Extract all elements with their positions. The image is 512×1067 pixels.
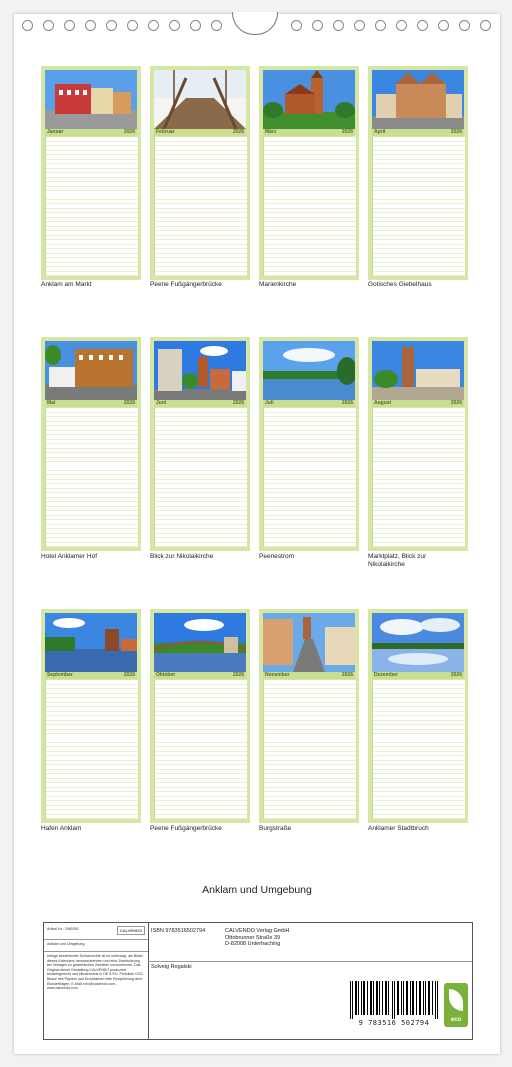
month-name: August <box>374 400 392 406</box>
binding-hole <box>211 20 222 31</box>
hanger-cutout <box>232 12 278 35</box>
barcode <box>346 981 442 1027</box>
binding-hole <box>43 20 54 31</box>
month-year: 2026 <box>232 672 244 678</box>
binding-hole <box>354 20 365 31</box>
article-column <box>44 923 149 1039</box>
month-name: September <box>47 672 73 678</box>
month-name: April <box>374 129 386 135</box>
leaf-icon <box>449 989 463 1011</box>
month-name: Mai <box>47 400 56 406</box>
month-year: 2026 <box>123 400 135 406</box>
isbn: ISBN 9783516502794 <box>151 928 206 934</box>
month-panel-august <box>368 337 468 551</box>
binding-hole <box>22 20 33 31</box>
day-grid <box>263 408 356 547</box>
month-panel-december <box>368 609 468 823</box>
month-year: 2026 <box>232 400 244 406</box>
photo-april <box>372 70 464 129</box>
month-caption: Gotisches Giebelhaus <box>368 281 432 288</box>
month-year: 2026 <box>123 129 135 135</box>
day-grid <box>263 680 356 819</box>
month-header <box>372 672 464 679</box>
calendar-sheet <box>14 14 500 1054</box>
month-caption: Peenestrom <box>259 553 295 560</box>
month-caption: Marktplatz, Blick zur Nikolaikirche <box>368 553 427 568</box>
month-header <box>154 129 246 136</box>
day-grid <box>154 408 247 547</box>
month-year: 2026 <box>341 400 353 406</box>
month-caption: Peene Fußgängerbrücke <box>150 825 222 832</box>
month-header <box>154 672 246 679</box>
day-grid <box>45 680 138 819</box>
month-caption: Hotel Anklamer Hof <box>41 553 97 560</box>
month-header <box>45 129 137 136</box>
binding-hole <box>291 20 302 31</box>
photo-june <box>154 341 246 400</box>
photo-may <box>45 341 137 400</box>
month-panel-november <box>259 609 359 823</box>
photo-july <box>263 341 355 400</box>
eco-label: eco <box>450 1017 462 1023</box>
photo-february <box>154 70 246 129</box>
binding-hole <box>459 20 470 31</box>
day-grid <box>45 408 138 547</box>
month-panel-june <box>150 337 250 551</box>
month-name: November <box>265 672 290 678</box>
month-year: 2026 <box>450 129 462 135</box>
day-grid <box>372 408 465 547</box>
month-name: Juni <box>156 400 167 406</box>
binding-hole <box>438 20 449 31</box>
month-name: Februar <box>156 129 175 135</box>
binding-hole <box>375 20 386 31</box>
photo-october <box>154 613 246 672</box>
photo-december <box>372 613 464 672</box>
month-panel-march <box>259 66 359 280</box>
day-grid <box>45 137 138 276</box>
month-panel-january <box>41 66 141 280</box>
month-year: 2026 <box>450 672 462 678</box>
day-grid <box>154 137 247 276</box>
binding-hole <box>64 20 75 31</box>
day-grid <box>372 137 465 276</box>
month-year: 2026 <box>341 672 353 678</box>
month-name: Dezember <box>374 672 398 678</box>
month-panel-october <box>150 609 250 823</box>
month-caption: Hafen Anklam <box>41 825 82 832</box>
binding-holes <box>14 14 500 38</box>
month-header <box>45 400 137 407</box>
month-header <box>263 129 355 136</box>
photo-august <box>372 341 464 400</box>
month-panel-february <box>150 66 250 280</box>
binding-hole <box>190 20 201 31</box>
month-name: Juli <box>265 400 274 406</box>
calvendo-logo: CALVENDO <box>117 926 145 935</box>
month-panel-july <box>259 337 359 551</box>
article-number: Artikel-Nr.: 2980392 <box>47 927 79 931</box>
binding-hole <box>417 20 428 31</box>
publisher-street: Ottobrunner Straße 39 <box>225 934 281 941</box>
binding-hole <box>106 20 117 31</box>
calendar-title: Anklam und Umgebung <box>202 884 312 896</box>
month-year: 2026 <box>341 129 353 135</box>
month-panel-april <box>368 66 468 280</box>
month-caption: Anklam am Markt <box>41 281 92 288</box>
binding-hole <box>169 20 180 31</box>
month-year: 2026 <box>123 672 135 678</box>
month-year: 2026 <box>450 400 462 406</box>
binding-hole <box>312 20 323 31</box>
month-header <box>154 400 246 407</box>
publisher-city: D-82008 Unterhaching <box>225 941 281 948</box>
publisher-name: CALVENDO Verlag GmbH <box>225 928 290 934</box>
eco-badge <box>444 983 468 1027</box>
barcode-number: 9 783516 502794 <box>358 1019 430 1027</box>
month-caption: Peene Fußgängerbrücke <box>150 281 222 288</box>
month-name: März <box>265 129 277 135</box>
day-grid <box>263 137 356 276</box>
binding-hole <box>85 20 96 31</box>
month-header <box>263 672 355 679</box>
binding-hole <box>148 20 159 31</box>
month-header <box>263 400 355 407</box>
binding-hole <box>480 20 491 31</box>
month-header <box>372 400 464 407</box>
day-grid <box>372 680 465 819</box>
month-caption: Marienkirche <box>259 281 297 288</box>
photo-january <box>45 70 137 129</box>
month-year: 2026 <box>232 129 244 135</box>
author: Solveig Rogalski <box>151 964 192 970</box>
month-caption: Burgstraße <box>259 825 292 832</box>
month-caption: Blick zur Nikolaikirche <box>150 553 214 560</box>
month-header <box>372 129 464 136</box>
month-name: Januar <box>47 129 64 135</box>
binding-hole <box>333 20 344 31</box>
month-name: Oktober <box>156 672 176 678</box>
binding-hole <box>396 20 407 31</box>
legal-text: Infolge bestehender Schutzrechte ist es untersagt, die Bilder dieses Kalenders herauszutrennen und eine Zweitnutzung bei Verlagen zu gewerblichen Zwecken vorzunehmen. Das Original dieser Gestaltung CALVENDO produziert bedarfsgerecht und klimaneutral in DE & EU. Preisliste CO2-Bilanz des Papiers und Druckfarben bitte Rezyklierung dem Etuisleitfolgen. E-Mail: info@calvendo.com - www.calvendo.com <box>47 954 144 991</box>
binding-hole <box>127 20 138 31</box>
product-info-box <box>43 922 473 1040</box>
month-header <box>45 672 137 679</box>
photo-november <box>263 613 355 672</box>
photo-march <box>263 70 355 129</box>
month-caption: Anklamer Stadtbruch <box>368 825 429 832</box>
month-panel-may <box>41 337 141 551</box>
day-grid <box>154 680 247 819</box>
month-panel-september <box>41 609 141 823</box>
product-title: Anklam und Umgebung <box>47 942 85 946</box>
photo-september <box>45 613 137 672</box>
